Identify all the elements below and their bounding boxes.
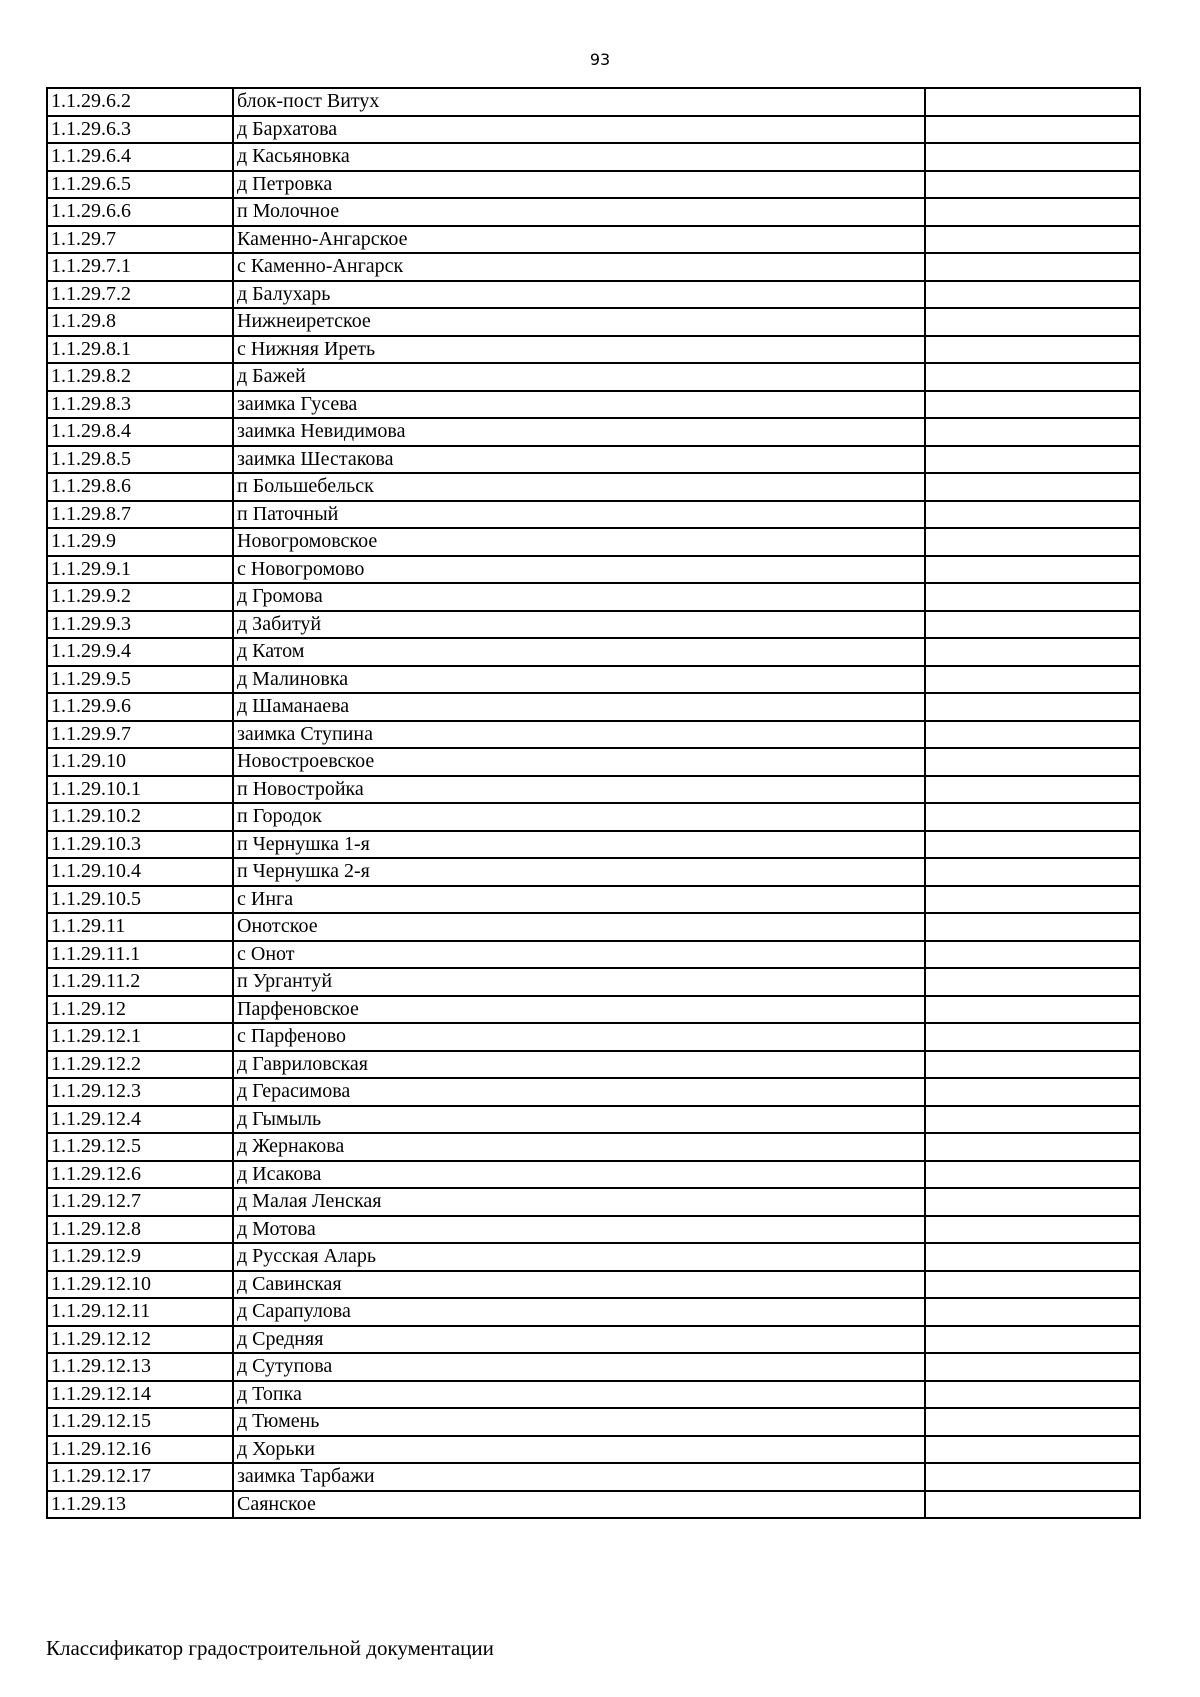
extra-cell bbox=[925, 1106, 1140, 1134]
code-cell: 1.1.29.12.2 bbox=[47, 1051, 233, 1079]
name-cell: Нижнеиретское bbox=[233, 308, 925, 336]
extra-cell bbox=[925, 1353, 1140, 1381]
extra-cell bbox=[925, 1188, 1140, 1216]
extra-cell bbox=[925, 528, 1140, 556]
classifier-table bbox=[46, 87, 1141, 1519]
name-cell: блок-пост Витух bbox=[233, 88, 925, 116]
extra-cell bbox=[925, 501, 1140, 529]
code-cell: 1.1.29.9.3 bbox=[47, 611, 233, 639]
extra-cell bbox=[925, 198, 1140, 226]
table-row bbox=[47, 171, 1140, 199]
code-cell: 1.1.29.12 bbox=[47, 996, 233, 1024]
code-cell: 1.1.29.6.3 bbox=[47, 116, 233, 144]
name-cell: с Нижняя Иреть bbox=[233, 336, 925, 364]
table-row bbox=[47, 198, 1140, 226]
name-cell: д Малиновка bbox=[233, 666, 925, 694]
table-row bbox=[47, 391, 1140, 419]
name-cell: п Новостройка bbox=[233, 776, 925, 804]
name-cell: п Городок bbox=[233, 803, 925, 831]
table-row bbox=[47, 638, 1140, 666]
table-row bbox=[47, 143, 1140, 171]
extra-cell bbox=[925, 1436, 1140, 1464]
name-cell: д Громова bbox=[233, 583, 925, 611]
code-cell: 1.1.29.12.17 bbox=[47, 1463, 233, 1491]
name-cell: д Бархатова bbox=[233, 116, 925, 144]
name-cell: Саянское bbox=[233, 1491, 925, 1519]
extra-cell bbox=[925, 336, 1140, 364]
extra-cell bbox=[925, 308, 1140, 336]
name-cell: заимка Невидимова bbox=[233, 418, 925, 446]
code-cell: 1.1.29.10.4 bbox=[47, 858, 233, 886]
name-cell: д Тюмень bbox=[233, 1408, 925, 1436]
code-cell: 1.1.29.12.10 bbox=[47, 1271, 233, 1299]
code-cell: 1.1.29.12.15 bbox=[47, 1408, 233, 1436]
name-cell: д Русская Аларь bbox=[233, 1243, 925, 1271]
code-cell: 1.1.29.12.13 bbox=[47, 1353, 233, 1381]
name-cell: п Молочное bbox=[233, 198, 925, 226]
code-cell: 1.1.29.9.2 bbox=[47, 583, 233, 611]
name-cell: д Балухарь bbox=[233, 281, 925, 309]
code-cell: 1.1.29.8.6 bbox=[47, 473, 233, 501]
table-row bbox=[47, 1463, 1140, 1491]
name-cell: заимка Гусева bbox=[233, 391, 925, 419]
code-cell: 1.1.29.12.14 bbox=[47, 1381, 233, 1409]
name-cell: с Онот bbox=[233, 941, 925, 969]
extra-cell bbox=[925, 391, 1140, 419]
extra-cell bbox=[925, 1271, 1140, 1299]
extra-cell bbox=[925, 968, 1140, 996]
extra-cell bbox=[925, 1133, 1140, 1161]
extra-cell bbox=[925, 1243, 1140, 1271]
name-cell: д Касьяновка bbox=[233, 143, 925, 171]
name-cell: д Топка bbox=[233, 1381, 925, 1409]
table-row bbox=[47, 1106, 1140, 1134]
name-cell: Новостроевское bbox=[233, 748, 925, 776]
extra-cell bbox=[925, 611, 1140, 639]
extra-cell bbox=[925, 253, 1140, 281]
table-row bbox=[47, 803, 1140, 831]
table-row bbox=[47, 501, 1140, 529]
table-row bbox=[47, 418, 1140, 446]
table-row bbox=[47, 1326, 1140, 1354]
code-cell: 1.1.29.7.2 bbox=[47, 281, 233, 309]
extra-cell bbox=[925, 913, 1140, 941]
code-cell: 1.1.29.6.4 bbox=[47, 143, 233, 171]
extra-cell bbox=[925, 1381, 1140, 1409]
extra-cell bbox=[925, 776, 1140, 804]
code-cell: 1.1.29.8.4 bbox=[47, 418, 233, 446]
table-row bbox=[47, 666, 1140, 694]
table-row bbox=[47, 253, 1140, 281]
code-cell: 1.1.29.9.4 bbox=[47, 638, 233, 666]
extra-cell bbox=[925, 88, 1140, 116]
name-cell: д Савинская bbox=[233, 1271, 925, 1299]
table-row bbox=[47, 226, 1140, 254]
table-row bbox=[47, 528, 1140, 556]
table-row bbox=[47, 1023, 1140, 1051]
name-cell: д Герасимова bbox=[233, 1078, 925, 1106]
code-cell: 1.1.29.12.5 bbox=[47, 1133, 233, 1161]
table-row bbox=[47, 1188, 1140, 1216]
extra-cell bbox=[925, 1078, 1140, 1106]
table-row bbox=[47, 831, 1140, 859]
extra-cell bbox=[925, 1463, 1140, 1491]
table-row bbox=[47, 1381, 1140, 1409]
name-cell: д Малая Ленская bbox=[233, 1188, 925, 1216]
code-cell: 1.1.29.8.1 bbox=[47, 336, 233, 364]
code-cell: 1.1.29.10.1 bbox=[47, 776, 233, 804]
extra-cell bbox=[925, 116, 1140, 144]
table-row bbox=[47, 1078, 1140, 1106]
table-row bbox=[47, 116, 1140, 144]
code-cell: 1.1.29.6.6 bbox=[47, 198, 233, 226]
table-row bbox=[47, 1353, 1140, 1381]
extra-cell bbox=[925, 803, 1140, 831]
table-row bbox=[47, 721, 1140, 749]
name-cell: д Катом bbox=[233, 638, 925, 666]
name-cell: заимка Тарбажи bbox=[233, 1463, 925, 1491]
name-cell: п Чернушка 2-я bbox=[233, 858, 925, 886]
extra-cell bbox=[925, 1408, 1140, 1436]
table-body bbox=[47, 88, 1140, 1518]
name-cell: п Большебельск bbox=[233, 473, 925, 501]
table-row bbox=[47, 1491, 1140, 1519]
name-cell: д Исакова bbox=[233, 1161, 925, 1189]
name-cell: д Бажей bbox=[233, 363, 925, 391]
name-cell: п Ургантуй bbox=[233, 968, 925, 996]
name-cell: Парфеновское bbox=[233, 996, 925, 1024]
code-cell: 1.1.29.8.5 bbox=[47, 446, 233, 474]
extra-cell bbox=[925, 748, 1140, 776]
name-cell: Онотское bbox=[233, 913, 925, 941]
extra-cell bbox=[925, 171, 1140, 199]
code-cell: 1.1.29.7.1 bbox=[47, 253, 233, 281]
name-cell: д Шаманаева bbox=[233, 693, 925, 721]
table-row bbox=[47, 1436, 1140, 1464]
code-cell: 1.1.29.8 bbox=[47, 308, 233, 336]
extra-cell bbox=[925, 941, 1140, 969]
name-cell: д Гымыль bbox=[233, 1106, 925, 1134]
extra-cell bbox=[925, 666, 1140, 694]
table-row bbox=[47, 446, 1140, 474]
code-cell: 1.1.29.12.9 bbox=[47, 1243, 233, 1271]
table-row bbox=[47, 583, 1140, 611]
table-row bbox=[47, 1051, 1140, 1079]
table-row bbox=[47, 308, 1140, 336]
code-cell: 1.1.29.6.5 bbox=[47, 171, 233, 199]
code-cell: 1.1.29.11.2 bbox=[47, 968, 233, 996]
name-cell: д Сарапулова bbox=[233, 1298, 925, 1326]
code-cell: 1.1.29.12.11 bbox=[47, 1298, 233, 1326]
table-row bbox=[47, 748, 1140, 776]
table-row bbox=[47, 1298, 1140, 1326]
code-cell: 1.1.29.9 bbox=[47, 528, 233, 556]
extra-cell bbox=[925, 446, 1140, 474]
name-cell: д Петровка bbox=[233, 171, 925, 199]
code-cell: 1.1.29.11.1 bbox=[47, 941, 233, 969]
name-cell: заимка Шестакова bbox=[233, 446, 925, 474]
extra-cell bbox=[925, 638, 1140, 666]
code-cell: 1.1.29.9.5 bbox=[47, 666, 233, 694]
name-cell: д Средняя bbox=[233, 1326, 925, 1354]
extra-cell bbox=[925, 886, 1140, 914]
table-row bbox=[47, 1216, 1140, 1244]
name-cell: с Каменно-Ангарск bbox=[233, 253, 925, 281]
name-cell: с Парфеново bbox=[233, 1023, 925, 1051]
name-cell: заимка Ступина bbox=[233, 721, 925, 749]
code-cell: 1.1.29.9.6 bbox=[47, 693, 233, 721]
extra-cell bbox=[925, 143, 1140, 171]
code-cell: 1.1.29.12.16 bbox=[47, 1436, 233, 1464]
extra-cell bbox=[925, 1326, 1140, 1354]
code-cell: 1.1.29.11 bbox=[47, 913, 233, 941]
name-cell: с Новогромово bbox=[233, 556, 925, 584]
table-row bbox=[47, 941, 1140, 969]
code-cell: 1.1.29.8.2 bbox=[47, 363, 233, 391]
extra-cell bbox=[925, 858, 1140, 886]
table-row bbox=[47, 968, 1140, 996]
code-cell: 1.1.29.7 bbox=[47, 226, 233, 254]
code-cell: 1.1.29.13 bbox=[47, 1491, 233, 1519]
name-cell: д Забитуй bbox=[233, 611, 925, 639]
code-cell: 1.1.29.12.12 bbox=[47, 1326, 233, 1354]
code-cell: 1.1.29.12.8 bbox=[47, 1216, 233, 1244]
code-cell: 1.1.29.8.3 bbox=[47, 391, 233, 419]
extra-cell bbox=[925, 1216, 1140, 1244]
footer-text: Классификатор градостроительной документации bbox=[46, 1636, 494, 1660]
code-cell: 1.1.29.9.1 bbox=[47, 556, 233, 584]
name-cell: д Хорьки bbox=[233, 1436, 925, 1464]
code-cell: 1.1.29.12.1 bbox=[47, 1023, 233, 1051]
code-cell: 1.1.29.12.6 bbox=[47, 1161, 233, 1189]
code-cell: 1.1.29.10.2 bbox=[47, 803, 233, 831]
table-row bbox=[47, 1161, 1140, 1189]
table-row bbox=[47, 556, 1140, 584]
extra-cell bbox=[925, 1298, 1140, 1326]
extra-cell bbox=[925, 831, 1140, 859]
name-cell: п Чернушка 1-я bbox=[233, 831, 925, 859]
name-cell: с Инга bbox=[233, 886, 925, 914]
code-cell: 1.1.29.10 bbox=[47, 748, 233, 776]
name-cell: Новогромовское bbox=[233, 528, 925, 556]
table-row bbox=[47, 886, 1140, 914]
extra-cell bbox=[925, 1161, 1140, 1189]
name-cell: д Жернакова bbox=[233, 1133, 925, 1161]
extra-cell bbox=[925, 226, 1140, 254]
table-row bbox=[47, 281, 1140, 309]
page-number: 93 bbox=[589, 50, 611, 69]
extra-cell bbox=[925, 363, 1140, 391]
table-row bbox=[47, 88, 1140, 116]
code-cell: 1.1.29.12.4 bbox=[47, 1106, 233, 1134]
table-row bbox=[47, 1243, 1140, 1271]
table-row bbox=[47, 363, 1140, 391]
extra-cell bbox=[925, 1023, 1140, 1051]
extra-cell bbox=[925, 721, 1140, 749]
extra-cell bbox=[925, 556, 1140, 584]
extra-cell bbox=[925, 583, 1140, 611]
table-row bbox=[47, 858, 1140, 886]
name-cell: д Сутупова bbox=[233, 1353, 925, 1381]
extra-cell bbox=[925, 996, 1140, 1024]
code-cell: 1.1.29.10.3 bbox=[47, 831, 233, 859]
extra-cell bbox=[925, 418, 1140, 446]
extra-cell bbox=[925, 473, 1140, 501]
name-cell: д Гавриловская bbox=[233, 1051, 925, 1079]
code-cell: 1.1.29.10.5 bbox=[47, 886, 233, 914]
code-cell: 1.1.29.8.7 bbox=[47, 501, 233, 529]
table-row bbox=[47, 473, 1140, 501]
name-cell: д Мотова bbox=[233, 1216, 925, 1244]
name-cell: п Паточный bbox=[233, 501, 925, 529]
name-cell: Каменно-Ангарское bbox=[233, 226, 925, 254]
code-cell: 1.1.29.6.2 bbox=[47, 88, 233, 116]
table-row bbox=[47, 1271, 1140, 1299]
extra-cell bbox=[925, 1491, 1140, 1519]
table-row bbox=[47, 693, 1140, 721]
code-cell: 1.1.29.12.3 bbox=[47, 1078, 233, 1106]
table-row bbox=[47, 996, 1140, 1024]
table-row bbox=[47, 1133, 1140, 1161]
extra-cell bbox=[925, 281, 1140, 309]
extra-cell bbox=[925, 693, 1140, 721]
table-row bbox=[47, 611, 1140, 639]
code-cell: 1.1.29.9.7 bbox=[47, 721, 233, 749]
table-row bbox=[47, 336, 1140, 364]
extra-cell bbox=[925, 1051, 1140, 1079]
table-row bbox=[47, 913, 1140, 941]
table-row bbox=[47, 1408, 1140, 1436]
code-cell: 1.1.29.12.7 bbox=[47, 1188, 233, 1216]
table-row bbox=[47, 776, 1140, 804]
